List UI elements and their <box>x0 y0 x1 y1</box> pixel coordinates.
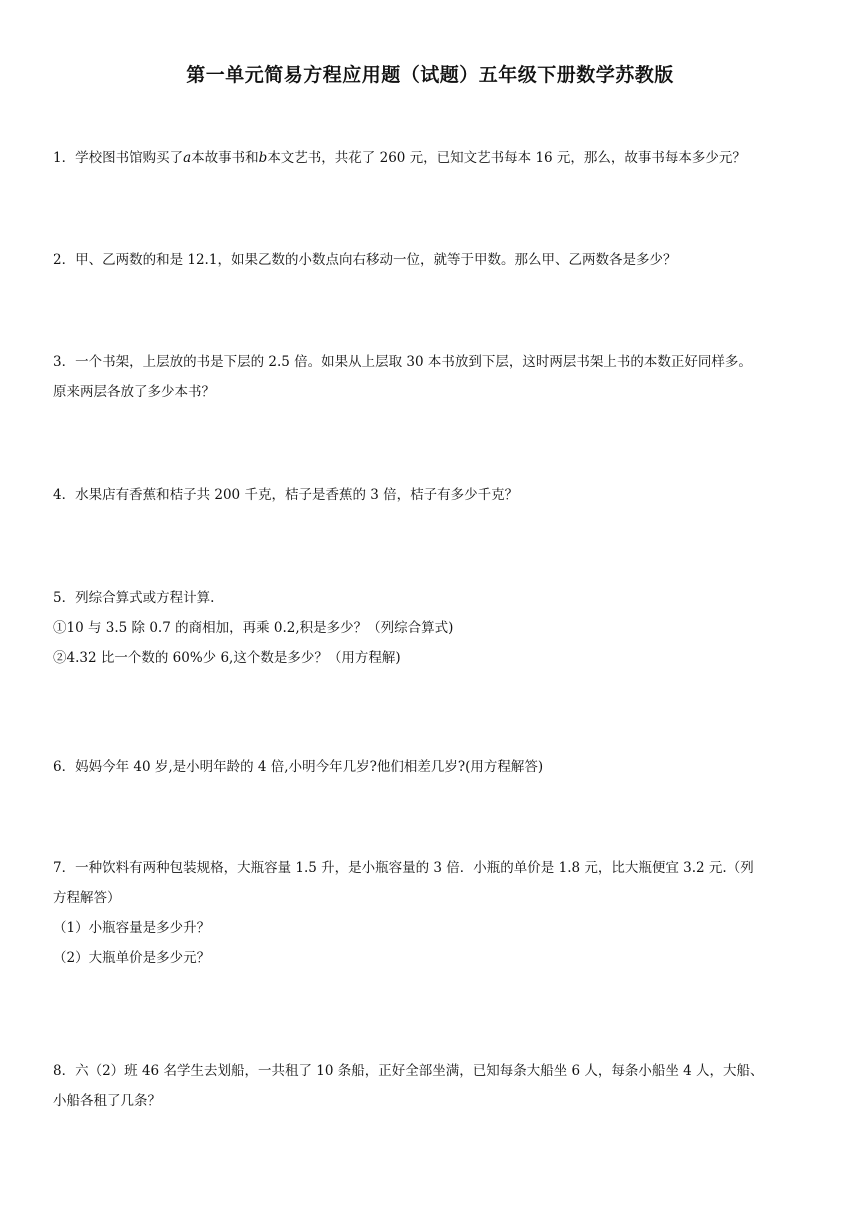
question-7-line-1: 7．一种饮料有两种包装规格，大瓶容量 1.5 升，是小瓶容量的 3 倍．小瓶的单价是 1.8 元，比大瓶便宜 3.2 元.（列 <box>53 860 754 876</box>
variable-a: a <box>183 150 192 166</box>
question-8-line-2: 小船各租了几条？ <box>53 1093 161 1109</box>
question-7-line-3: （1）小瓶容量是多少升？ <box>53 920 211 936</box>
question-1-line-1: 1．学校图书馆购买了a本故事书和b本文艺书，共花了 260 元，已知文艺书每本 16 元，那么，故事书每本多少元？ <box>53 150 746 166</box>
question-5-line-2: ①10 与 3.5 除 0.7 的商相加，再乘 0.2,积是多少？（列综合算式) <box>53 620 454 636</box>
question-5-line-3: ②4.32 比一个数的 60%少 6,这个数是多少？（用方程解) <box>53 650 401 666</box>
question-5-line-1: 5．列综合算式或方程计算. <box>53 590 215 606</box>
question-6 <box>53 752 823 782</box>
question-4 <box>53 480 823 510</box>
question-7 <box>53 853 823 973</box>
question-6-line-1: 6．妈妈今年 40 岁,是小明年龄的 4 倍,小明今年几岁?他们相差几岁?(用方程解答) <box>53 759 544 775</box>
question-1 <box>53 143 823 173</box>
question-8 <box>53 1056 823 1116</box>
question-2-line-1: 2．甲、乙两数的和是 12.1，如果乙数的小数点向右移动一位，就等于甲数。那么甲、乙两数各是多少？ <box>53 252 677 268</box>
question-4-line-1: 4．水果店有香蕉和桔子共 200 千克，桔子是香蕉的 3 倍，桔子有多少千克？ <box>53 487 519 503</box>
variable-b: b <box>258 150 268 166</box>
question-3 <box>53 347 823 407</box>
question-3-line-2: 原来两层各放了多少本书？ <box>53 384 215 400</box>
page-title: 第一单元简易方程应用题（试题）五年级下册数学苏教版 <box>186 64 674 86</box>
question-7-line-4: （2）大瓶单价是多少元？ <box>53 950 211 966</box>
question-2 <box>53 245 823 275</box>
question-8-line-1: 8．六（2）班 46 名学生去划船，一共租了 10 条船，正好全部坐满，已知每条大船坐 6 人，每条小船坐 4 人，大船、 <box>53 1063 764 1079</box>
question-5 <box>53 583 823 673</box>
question-7-line-2: 方程解答） <box>53 890 121 906</box>
question-3-line-1: 3．一个书架，上层放的书是下层的 2.5 倍。如果从上层取 30 本书放到下层，这时两层书架上书的本数正好同样多。 <box>53 354 752 370</box>
